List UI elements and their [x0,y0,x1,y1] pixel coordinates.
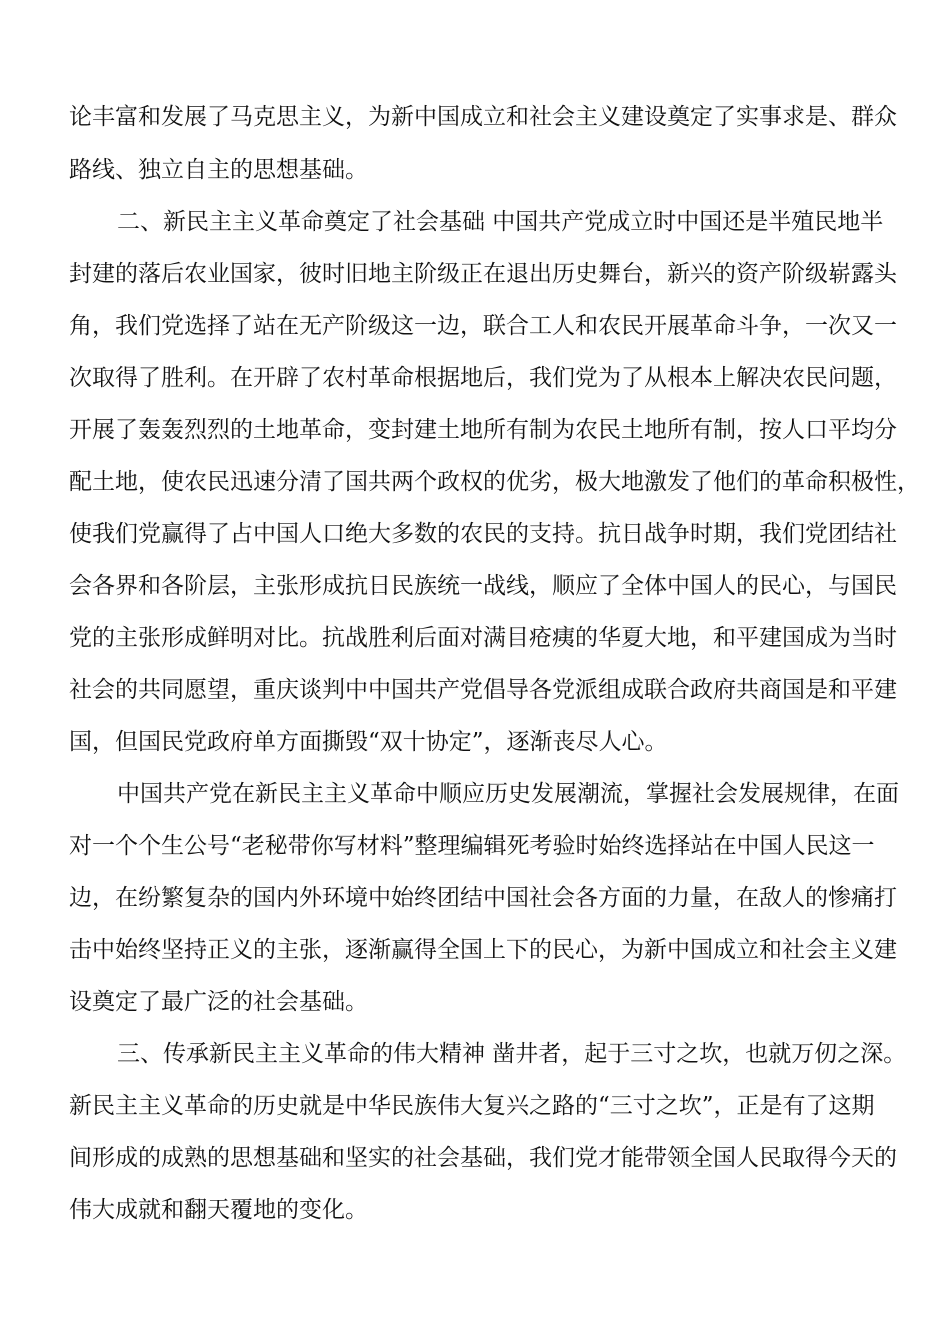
text-line: 击中始终坚持正义的主张，逐渐赢得全国上下的民心，为新中国成立和社会主义建 [69,937,897,963]
text-line: 对一个个生公号“老秘带你写材料”整理编辑死考验时始终选择站在中国人民这一 [69,833,875,859]
text-line: 开展了轰轰烈烈的土地革命，变封建土地所有制为农民土地所有制，按人口平均分 [69,417,897,443]
text-line: 封建的落后农业国家，彼时旧地主阶级正在退出历史舞台，新兴的资产阶级崭露头 [69,261,897,287]
text-line: 伟大成就和翻天覆地的变化。 [69,1197,368,1223]
text-line: 次取得了胜利。在开辟了农村革命根据地后，我们党为了从根本上解决农民问题， [69,365,897,391]
text-line: 社会的共同愿望，重庆谈判中中国共产党倡导各党派组成联合政府共商国是和平建 [69,677,897,703]
text-line: 使我们党赢得了占中国人口绝大多数的农民的支持。抗日战争时期，我们党团结社 [69,521,897,547]
text-line: 国，但国民党政府单方面撕毁“双十协定”，逐渐丧尽人心。 [69,729,668,755]
text-line: 路线、独立自主的思想基础。 [69,157,368,183]
text-line: 配土地，使农民迅速分清了国共两个政权的优劣，极大地激发了他们的革命积极性， [69,469,920,495]
text-line: 党的主张形成鲜明对比。抗战胜利后面对满目疮痍的华夏大地，和平建国成为当时 [69,625,897,651]
text-line: 论丰富和发展了马克思主义，为新中国成立和社会主义建设奠定了实事求是、群众 [69,104,897,130]
text-line: 会各界和各阶层，主张形成抗日民族统一战线，顺应了全体中国人的民心，与国民 [69,573,897,599]
text-line: 设奠定了最广泛的社会基础。 [69,989,368,1015]
paragraph-first-line: 中国共产党在新民主主义革命中顺应历史发展潮流，掌握社会发展规律，在面 [117,781,899,807]
text-line: 间形成的成熟的思想基础和坚实的社会基础，我们党才能带领全国人民取得今天的 [69,1145,897,1171]
text-line: 边，在纷繁复杂的国内外环境中始终团结中国社会各方面的力量，在敌人的惨痛打 [69,885,897,911]
section-heading-line: 三、传承新民主主义革命的伟大精神 凿井者，起于三寸之坎，也就万仞之深。 [117,1041,907,1067]
text-line: 新民主主义革命的历史就是中华民族伟大复兴之路的“三寸之坎”，正是有了这期 [69,1093,875,1119]
section-heading-line: 二、新民主主义革命奠定了社会基础 中国共产党成立时中国还是半殖民地半 [117,209,884,235]
text-line: 角，我们党选择了站在无产阶级这一边，联合工人和农民开展革命斗争，一次又一 [69,313,897,339]
